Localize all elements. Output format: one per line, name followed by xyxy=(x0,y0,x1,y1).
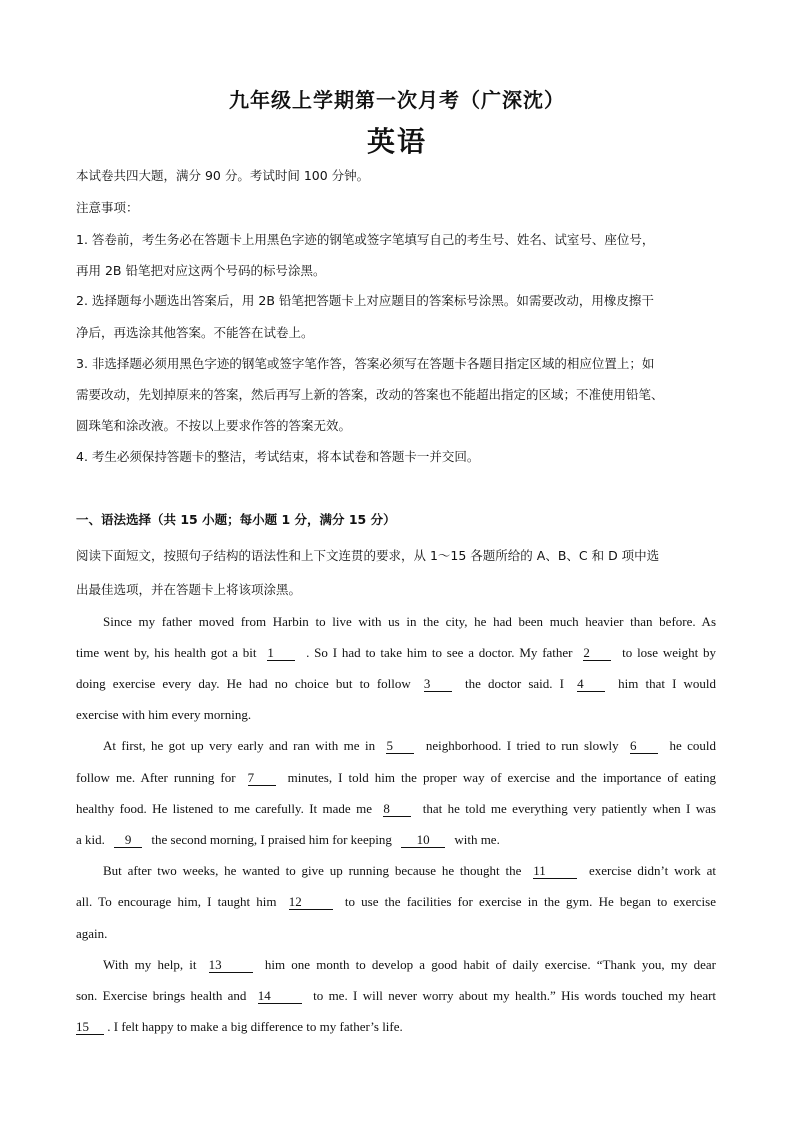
passage-line xyxy=(76,986,716,1006)
passage-text: time went by, his health got a bit xyxy=(76,645,257,660)
passage-text: healthy food. He listened to me carefully. It made me xyxy=(76,801,372,816)
passage-text: . So I had to take him to see a doctor. My father xyxy=(306,645,573,660)
passage-line xyxy=(103,955,716,975)
blank-15: 15 xyxy=(76,1020,104,1035)
passage-text: doing exercise every day. He had no choice but to follow xyxy=(76,676,411,691)
notice-2-line-2: 净后，再选涂其他答案。不能答在试卷上。 xyxy=(76,325,314,340)
passage-text: neighborhood. I tried to run slowly xyxy=(425,738,619,753)
passage-text: follow me. After running for xyxy=(76,770,236,785)
notice-2-line-1: 2. 选择题每小题选出答案后，用 2B 铅笔把答题卡上对应题目的答案标号涂黑。如需要改动，用橡皮擦干 xyxy=(76,293,654,308)
passage-text: At first, he got up very early and ran with me in xyxy=(103,738,376,753)
passage-text: to lose weight by xyxy=(622,645,717,660)
passage-text: . I felt happy to make a big difference to my father’s life. xyxy=(107,1019,403,1034)
blank-14: 14 xyxy=(258,989,302,1004)
blank-11: 11 xyxy=(533,864,577,879)
blank-9: 9 xyxy=(114,833,142,848)
passage-line: again. xyxy=(76,926,108,941)
passage-line xyxy=(103,736,716,756)
section-1-instruction-line-1: 阅读下面短文，按照句子结构的语法性和上下文连贯的要求，从 1～15 各题所给的 A、B、C 和 D 项中选 xyxy=(76,548,660,563)
passage-text: minutes, I told him the proper way of exercise and the importance of eating xyxy=(287,770,716,785)
passage-line: exercise with him every morning. xyxy=(76,707,252,722)
passage-text: to me. I will never worry about my health.” His words touched my heart xyxy=(313,988,717,1003)
notice-1-line-1: 1. 答卷前，考生务必在答题卡上用黑色字迹的钢笔或签字笔填写自己的考生号、姓名、试室号、座位号， xyxy=(76,232,655,247)
passage-text: exercise didn’t work at xyxy=(589,863,716,878)
blank-2: 2 xyxy=(583,646,611,661)
passage-text: to use the facilities for exercise in the gym. He began to exercise xyxy=(344,894,716,909)
notice-3-line-1: 3. 非选择题必须用黑色字迹的钢笔或签字笔作答，答案必须写在答题卡各题目指定区域的相应位置上；如 xyxy=(76,356,655,371)
notice-3-line-3: 圆珠笔和涂改液。不按以上要求作答的答案无效。 xyxy=(76,418,352,433)
passage-text: him that I would xyxy=(618,676,717,691)
exam-title: 九年级上学期第一次月考（广深沈） xyxy=(229,88,565,112)
passage-text: all. To encourage him, I taught him xyxy=(76,894,277,909)
passage-text: him one month to develop a good habit of daily exercise. “Thank you, my dear xyxy=(264,957,717,972)
passage-text: son. Exercise brings health and xyxy=(76,988,247,1003)
passage-line xyxy=(76,892,716,912)
passage-line xyxy=(76,830,716,850)
blank-3: 3 xyxy=(424,677,452,692)
blank-4: 4 xyxy=(577,677,605,692)
passage-line: Since my father moved from Harbin to live with us in the city, he had been much heavier than before. As xyxy=(103,614,716,629)
passage-text: But after two weeks, he wanted to give up running because he thought the xyxy=(103,863,522,878)
exam-info: 本试卷共四大题，满分 90 分。考试时间 100 分钟。 xyxy=(76,168,370,183)
section-1-instruction-line-2: 出最佳选项，并在答题卡上将该项涂黑。 xyxy=(76,582,302,597)
blank-12: 12 xyxy=(289,895,333,910)
passage-text: that he told me everything very patiently when I was xyxy=(422,801,716,816)
subject-title: 英语 xyxy=(366,125,427,158)
passage-line xyxy=(76,1017,716,1037)
notice-3-line-2: 需要改动，先划掉原来的答案，然后再写上新的答案，改动的答案也不能超出指定的区域；不准使用铅笔、 xyxy=(76,387,664,402)
blank-6: 6 xyxy=(630,739,658,754)
passage-line xyxy=(76,799,716,819)
passage-text: the doctor said. I xyxy=(465,676,564,691)
blank-5: 5 xyxy=(386,739,414,754)
passage-text: the second morning, I praised him for keeping xyxy=(151,832,392,847)
passage-text: he could xyxy=(669,738,717,753)
section-1-heading: 一、语法选择（共 15 小题；每小题 1 分，满分 15 分） xyxy=(76,512,396,527)
notice-title: 注意事项： xyxy=(76,200,139,215)
passage-line xyxy=(103,861,716,881)
blank-7: 7 xyxy=(248,771,276,786)
notice-1-line-2: 再用 2B 铅笔把对应这两个号码的标号涂黑。 xyxy=(76,263,326,278)
passage-line xyxy=(76,643,716,663)
passage-text: a kid. xyxy=(76,832,105,847)
passage-line xyxy=(76,768,716,788)
notice-4: 4. 考生必须保持答题卡的整洁，考试结束，将本试卷和答题卡一并交回。 xyxy=(76,449,480,464)
blank-10: 10 xyxy=(401,833,445,848)
blank-1: 1 xyxy=(267,646,295,661)
blank-13: 13 xyxy=(209,958,253,973)
passage-text: With my help, it xyxy=(103,957,197,972)
passage-text: with me. xyxy=(454,832,500,847)
blank-8: 8 xyxy=(383,802,411,817)
passage-line xyxy=(76,674,716,694)
